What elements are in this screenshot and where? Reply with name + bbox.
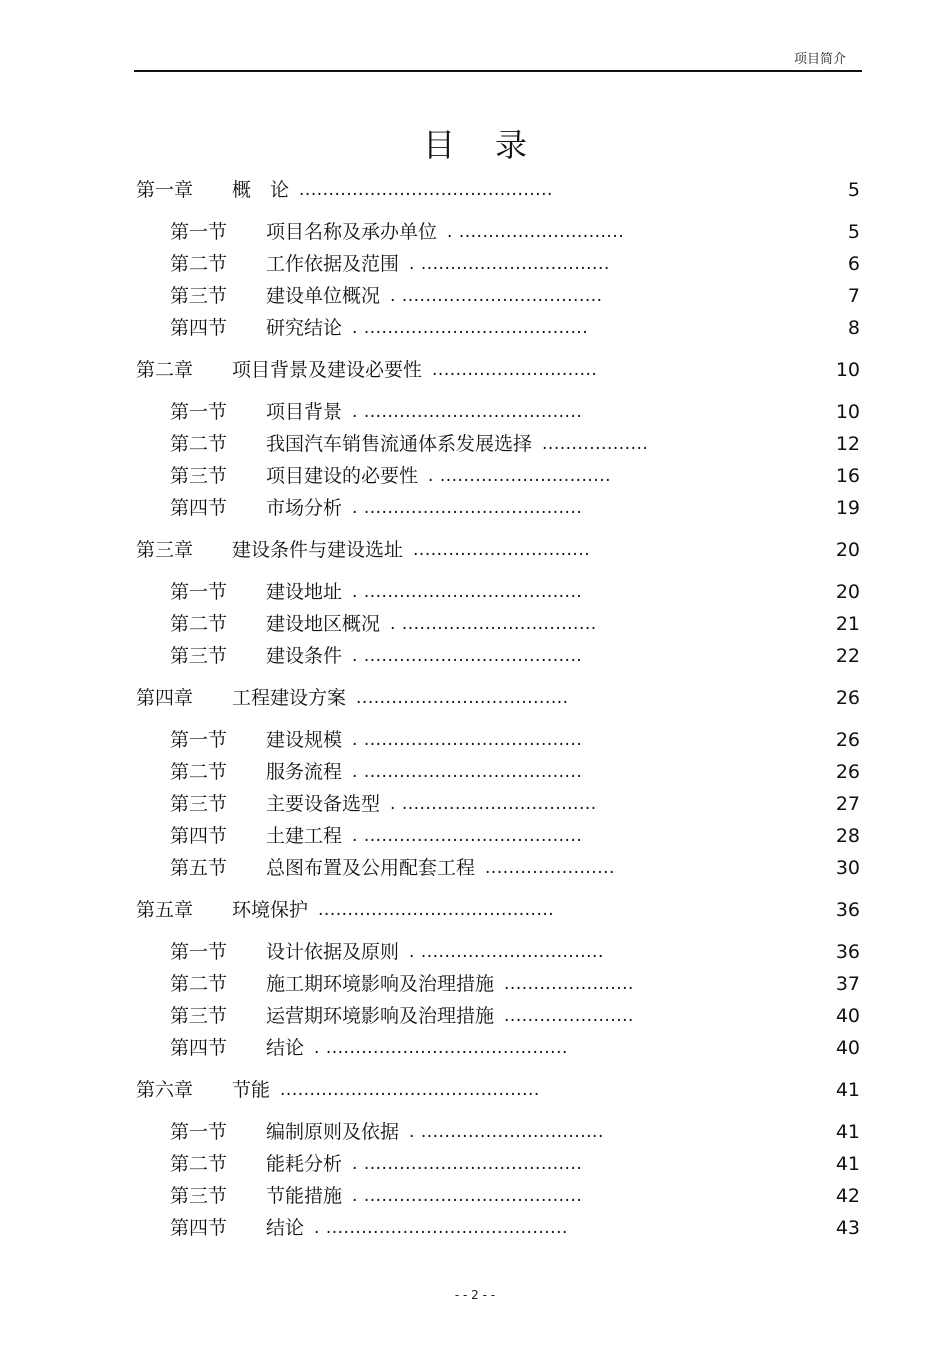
toc-entry-title: 节能 — [232, 1079, 271, 1101]
toc-leader-dots: ........................................ — [318, 900, 555, 920]
toc-leader-dots: . ..................................... — [352, 1154, 583, 1174]
toc-title: 目录 — [422, 126, 567, 164]
toc-entry-title: 编制原则及依据 — [266, 1121, 400, 1143]
toc-page-number: 22 — [835, 645, 860, 667]
toc-page-number: 41 — [835, 1121, 860, 1143]
toc-entry-number: 第二节 — [170, 973, 228, 995]
toc-leader-dots: ............................................ — [280, 1080, 540, 1100]
toc-entry-number: 第一节 — [170, 729, 228, 751]
toc-entry-number: 第四节 — [170, 497, 228, 519]
toc-section-entry[interactable] — [136, 216, 860, 248]
toc-page-number: 41 — [835, 1079, 860, 1101]
toc-page-number: 21 — [835, 613, 860, 635]
toc-entry-number: 第一节 — [170, 221, 228, 243]
toc-section-entry[interactable] — [136, 428, 860, 460]
toc-leader-dots: . ............................... — [409, 942, 604, 962]
toc-page-number: 26 — [835, 687, 860, 709]
toc-section-entry[interactable] — [136, 724, 860, 756]
toc-leader-dots: ...................... — [504, 1006, 634, 1026]
toc-entry-number: 第四节 — [170, 825, 228, 847]
toc-leader-dots: . ..................................... — [352, 402, 583, 422]
toc-section-entry[interactable] — [136, 280, 860, 312]
toc-leader-dots: . ............................... — [409, 1122, 604, 1142]
toc-entry-title: 我国汽车销售流通体系发展选择 — [266, 433, 533, 455]
toc-entry-number: 第四章 — [136, 687, 194, 709]
toc-entry-title: 项目背景及建设必要性 — [232, 359, 423, 381]
toc-entry-title: 建设条件 — [266, 645, 343, 667]
toc-leader-dots: . ..................................... — [352, 762, 583, 782]
toc-page-number: 12 — [835, 433, 860, 455]
toc-leader-dots: . ................................. — [390, 614, 597, 634]
toc-chapter-entry[interactable] — [136, 894, 860, 926]
toc-chapter-entry[interactable] — [136, 174, 860, 206]
toc-section-entry[interactable] — [136, 576, 860, 608]
toc-page-number: 5 — [847, 221, 860, 243]
toc-page-number: 37 — [835, 973, 860, 995]
toc-leader-dots: . ..................................... — [352, 582, 583, 602]
toc-entry-title: 工程建设方案 — [232, 687, 347, 709]
toc-entry-title: 设计依据及原则 — [266, 941, 400, 963]
toc-leader-dots: .................. — [542, 434, 649, 454]
toc-leader-dots: . ..................................... — [352, 730, 583, 750]
toc-entry-number: 第二节 — [170, 761, 228, 783]
toc-entry-title: 研究结论 — [266, 317, 343, 339]
toc-page-number: 40 — [835, 1005, 860, 1027]
toc-entry-number: 第三节 — [170, 793, 228, 815]
toc-page-number: 26 — [835, 761, 860, 783]
toc-leader-dots: ...................... — [504, 974, 634, 994]
toc-leader-dots: . ..................................... — [352, 498, 583, 518]
toc-leader-dots: . .................................. — [390, 286, 603, 306]
toc-leader-dots: . ............................. — [428, 466, 612, 486]
toc-entry-title: 运营期环境影响及治理措施 — [266, 1005, 495, 1027]
toc-entry-number: 第四节 — [170, 1037, 228, 1059]
toc-entry-title: 项目建设的必要性 — [266, 465, 419, 487]
toc-entry-number: 第三章 — [136, 539, 194, 561]
toc-entry-number: 第三节 — [170, 1185, 228, 1207]
toc-entry-title: 土建工程 — [266, 825, 343, 847]
toc-entry-title: 结论 — [266, 1217, 305, 1239]
toc-entry-title: 施工期环境影响及治理措施 — [266, 973, 495, 995]
toc-entry-title: 建设地区概况 — [266, 613, 381, 635]
toc-leader-dots: ............................ — [432, 360, 598, 380]
toc-page-number: 26 — [835, 729, 860, 751]
toc-page-number: 20 — [835, 539, 860, 561]
toc-page-number: 40 — [835, 1037, 860, 1059]
toc-chapter-entry[interactable] — [136, 354, 860, 386]
toc-page-number: 19 — [835, 497, 860, 519]
toc-section-entry[interactable] — [136, 608, 860, 640]
toc-entry-title: 建设条件与建设选址 — [232, 539, 404, 561]
toc-entry-number: 第三节 — [170, 285, 228, 307]
toc-entry-title: 主要设备选型 — [266, 793, 381, 815]
toc-section-entry[interactable] — [136, 396, 860, 428]
toc-section-entry[interactable] — [136, 968, 860, 1000]
toc-page-number: 27 — [835, 793, 860, 815]
toc-section-entry[interactable] — [136, 1032, 860, 1064]
toc-entry-number: 第一节 — [170, 401, 228, 423]
toc-leader-dots: . ................................ — [409, 254, 610, 274]
toc-section-entry[interactable] — [136, 460, 860, 492]
toc-section-entry[interactable] — [136, 312, 860, 344]
toc-section-entry[interactable] — [136, 852, 860, 884]
toc-entry-title: 建设规模 — [266, 729, 343, 751]
toc-page-number: 16 — [835, 465, 860, 487]
toc-entry-title: 服务流程 — [266, 761, 343, 783]
toc-page-number: 20 — [835, 581, 860, 603]
toc-section-entry[interactable] — [136, 1180, 860, 1212]
toc-page-number: 8 — [847, 317, 860, 339]
toc-chapter-entry[interactable] — [136, 534, 860, 566]
toc-entry-number: 第一节 — [170, 941, 228, 963]
toc-entry-title: 项目背景 — [266, 401, 343, 423]
toc-section-entry[interactable] — [136, 788, 860, 820]
toc-entry-number: 第五章 — [136, 899, 194, 921]
toc-chapter-entry[interactable] — [136, 1074, 860, 1106]
toc-page-number: 10 — [835, 401, 860, 423]
toc-entry-number: 第一节 — [170, 581, 228, 603]
toc-leader-dots: ........................................... — [299, 180, 553, 200]
toc-entry-title: 节能措施 — [266, 1185, 343, 1207]
toc-page-number: 10 — [835, 359, 860, 381]
toc-leader-dots: ...................... — [485, 858, 615, 878]
toc-leader-dots: . ......................................... — [314, 1218, 568, 1238]
running-header: 项目简介 — [793, 52, 846, 67]
toc-entry-title: 建设地址 — [266, 581, 343, 603]
toc-leader-dots: . ..................................... — [352, 646, 583, 666]
toc-entry-number: 第二章 — [136, 359, 194, 381]
toc-section-entry[interactable] — [136, 1116, 860, 1148]
toc-entry-number: 第一章 — [136, 179, 194, 201]
toc-page-number: 6 — [847, 253, 860, 275]
toc-leader-dots: . ......................................... — [314, 1038, 568, 1058]
toc-section-entry[interactable] — [136, 640, 860, 672]
toc-entry-title: 概 论 — [232, 179, 290, 201]
toc-page-number: 36 — [835, 899, 860, 921]
toc-entry-title: 总图布置及公用配套工程 — [266, 857, 476, 879]
toc-entry-title: 工作依据及范围 — [266, 253, 400, 275]
toc-section-entry[interactable] — [136, 1212, 860, 1244]
toc-entry-title: 市场分析 — [266, 497, 343, 519]
toc-entry-title: 环境保护 — [232, 899, 309, 921]
toc-page-number: 41 — [835, 1153, 860, 1175]
toc-entry-number: 第三节 — [170, 645, 228, 667]
toc-leader-dots: .................................... — [356, 688, 569, 708]
toc-entry-title: 结论 — [266, 1037, 305, 1059]
toc-page-number: 28 — [835, 825, 860, 847]
toc-entry-number: 第五节 — [170, 857, 228, 879]
toc-entry-number: 第三节 — [170, 465, 228, 487]
toc-leader-dots: . ............................ — [447, 222, 625, 242]
toc-page-number: 7 — [847, 285, 860, 307]
toc-entry-number: 第一节 — [170, 1121, 228, 1143]
toc-list — [136, 174, 860, 1244]
toc-entry-title: 建设单位概况 — [266, 285, 381, 307]
toc-section-entry[interactable] — [136, 756, 860, 788]
toc-entry-number: 第三节 — [170, 1005, 228, 1027]
toc-page-number: 5 — [847, 179, 860, 201]
toc-section-entry[interactable] — [136, 936, 860, 968]
toc-entry-number: 第二节 — [170, 253, 228, 275]
toc-section-entry[interactable] — [136, 1000, 860, 1032]
page-number: - - 2 - - — [454, 1288, 496, 1302]
toc-section-entry[interactable] — [136, 248, 860, 280]
toc-entry-number: 第六章 — [136, 1079, 194, 1101]
header-rule — [134, 70, 862, 72]
toc-leader-dots: . ..................................... — [352, 1186, 583, 1206]
toc-entry-title: 项目名称及承办单位 — [266, 221, 438, 243]
toc-entry-number: 第二节 — [170, 1153, 228, 1175]
toc-leader-dots: . ...................................... — [352, 318, 589, 338]
toc-entry-number: 第二节 — [170, 613, 228, 635]
toc-section-entry[interactable] — [136, 492, 860, 524]
toc-entry-title: 能耗分析 — [266, 1153, 343, 1175]
toc-page-number: 30 — [835, 857, 860, 879]
toc-leader-dots: . ................................. — [390, 794, 597, 814]
toc-page-number: 36 — [835, 941, 860, 963]
toc-page-number: 42 — [835, 1185, 860, 1207]
toc-entry-number: 第四节 — [170, 1217, 228, 1239]
toc-entry-number: 第四节 — [170, 317, 228, 339]
toc-leader-dots: .............................. — [413, 540, 591, 560]
toc-leader-dots: . ..................................... — [352, 826, 583, 846]
toc-page-number: 43 — [835, 1217, 860, 1239]
toc-chapter-entry[interactable] — [136, 682, 860, 714]
toc-entry-number: 第二节 — [170, 433, 228, 455]
toc-section-entry[interactable] — [136, 1148, 860, 1180]
toc-section-entry[interactable] — [136, 820, 860, 852]
